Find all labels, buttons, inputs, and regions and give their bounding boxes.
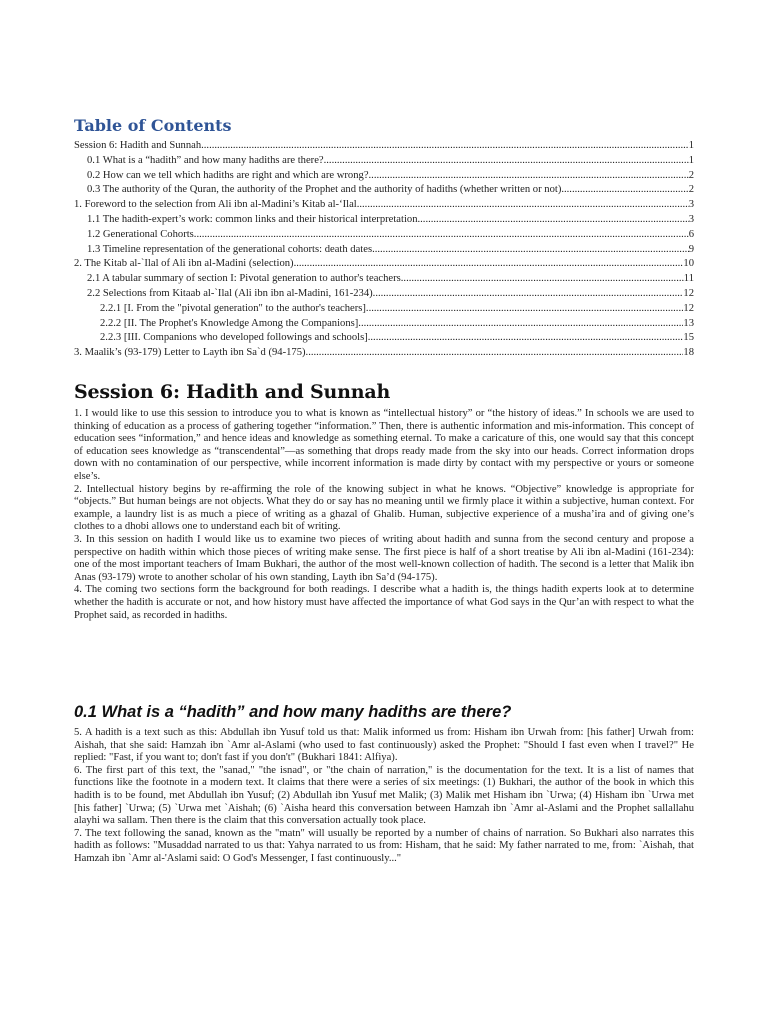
toc-entry[interactable]: [74, 244, 694, 259]
toc-entry-page: 11: [683, 273, 694, 285]
toc-leader-dots: [357, 199, 689, 210]
toc-leader-dots: [358, 318, 683, 329]
toc-entry[interactable]: [74, 273, 694, 288]
toc-entry[interactable]: [74, 140, 694, 155]
toc-leader-dots: [369, 170, 689, 181]
toc-entry[interactable]: [74, 303, 694, 318]
toc-entry-text: 3. Maalik’s (93-179) Letter to Layth ibn Sa`d (94-175): [74, 347, 306, 359]
toc-entry[interactable]: [74, 318, 694, 333]
toc-entry[interactable]: [74, 170, 694, 185]
toc-entry[interactable]: [74, 347, 694, 362]
toc-entry-page: 12: [683, 287, 694, 299]
toc-leader-dots: [561, 184, 688, 195]
toc-entry[interactable]: [74, 332, 694, 347]
toc-entry-page: 9: [688, 243, 694, 255]
toc-entry-page: 2: [688, 184, 694, 196]
toc-leader-dots: [194, 229, 689, 240]
toc-leader-dots: [372, 244, 689, 255]
section-heading: Session 6: Hadith and Sunnah: [74, 381, 391, 403]
toc-entry-page: 1: [688, 154, 694, 166]
toc-leader-dots: [418, 214, 689, 225]
toc-entry-text: 2.1 A tabular summary of section I: Pivotal generation to author's teachers: [87, 273, 401, 285]
toc-entry-text: 1.2 Generational Cohorts: [87, 228, 194, 240]
body-paragraph: 3. In this session on hadith I would like us to examine two pieces of writing about hadith and sunna from the second century and propose a perspective on hadith within which those pieces of writing make sense. The first piece is half of a short treatise by Ali ibn al-Madini (161-234): one of the most important teachers of Imam Bukhari, the author of the most well-known collection of hadith. The second is a letter that Malik ibn Anas (93-179) wrote to another scholar of his own standing, Layth ibn Sa’d (94-175).: [74, 533, 694, 583]
toc-leader-dots: [201, 140, 689, 151]
table-of-contents: [74, 140, 694, 362]
toc-entry[interactable]: [74, 199, 694, 214]
toc-entry-page: 3: [688, 199, 694, 211]
toc-leader-dots: [324, 155, 689, 166]
toc-entry[interactable]: [74, 184, 694, 199]
toc-leader-dots: [368, 332, 684, 343]
toc-entry[interactable]: [74, 258, 694, 273]
toc-entry-page: 12: [683, 302, 694, 314]
toc-entry-text: 1.3 Timeline representation of the generational cohorts: death dates: [87, 243, 373, 255]
toc-leader-dots: [366, 303, 683, 314]
section-body: [74, 408, 694, 622]
body-paragraph: 4. The coming two sections form the background for both readings. I describe what a hadith is, the things hadith experts look at to determine whether the hadith is accurate or not, and how history must have affected the importance of what God says in the Qur’an with respect to what the Prophet said, as recorded in hadiths.: [74, 584, 694, 621]
toc-leader-dots: [401, 273, 684, 284]
toc-entry-page: 18: [683, 347, 694, 359]
toc-entry-text: 2.2.1 [I. From the "pivotal generation" to the author's teachers]: [100, 302, 366, 314]
subsection-body: [74, 727, 694, 866]
toc-entry-text: 1.1 The hadith-expert’s work: common links and their historical interpretation: [87, 213, 418, 225]
body-paragraph: 7. The text following the sanad, known as the "matn" will usually be reported by a number of chains of narration. So Bukhari also narrates this hadith as follows: "Musaddad narrated to us that: Yahya narrated to us from: Hisham, that he said: My father narrated to me, from: `Aishah, that Hamzah ibn `Amr al-'Aslami said: O God's Messenger, I fast continuously...": [74, 827, 694, 864]
toc-entry-page: 1: [688, 140, 694, 151]
toc-entry-text: 2.2.2 [II. The Prophet's Knowledge Among the Companions]: [100, 317, 359, 329]
toc-entry-text: Session 6: Hadith and Sunnah: [74, 140, 202, 151]
subsection-heading: 0.1 What is a “hadith” and how many hadiths are there?: [74, 703, 512, 721]
toc-entry[interactable]: [74, 155, 694, 170]
toc-entry[interactable]: [74, 229, 694, 244]
toc-leader-dots: [373, 288, 684, 299]
toc-entry-page: 2: [688, 169, 694, 181]
toc-entry-page: 15: [683, 332, 694, 344]
toc-entry-page: 3: [688, 213, 694, 225]
toc-entry-text: 2.2.3 [III. Companions who developed followings and schools]: [100, 332, 368, 344]
toc-title: Table of Contents: [74, 116, 232, 135]
toc-entry-page: 6: [688, 228, 694, 240]
body-paragraph: 1. I would like to use this session to introduce you to what is known as “intellectual history” or “the history of ideas.” In schools we are used to thinking of education as a process of gathering together “information.” Then, there is authentic information and mis-information. This concept of education sees “information,” and hence ideas and knowledge as something eternal. To make a caricature of this, one would say that this concept of education sees knowledge as “transcendental”—as something that drops ready made from the sky into our heads. Correct information drops down with no contamination of our perspective, while incorrent information is made dirty by contact with my perspective or yours or someone else’s.: [74, 408, 694, 482]
toc-leader-dots: [306, 347, 684, 358]
toc-entry-page: 13: [683, 317, 694, 329]
toc-entry[interactable]: [74, 288, 694, 303]
body-paragraph: 6. The first part of this text, the "sanad," "the isnad", or "the chain of narration," is the documentation for the text. It is a list of names that functions like the footnote in a modern text. It claims that there were a series of six meetings: (1) Bukhari, the author of the book in which this hadith is to be found, met Abdullah ibn Yusuf; (2) Abdullah ibn Yusuf met Malik; (3) Malik met Hisham ibn `Urwa; (4) Hisham ibn `Urwa met [his father] `Urwa; (5) `Urwa met `Aishah; (6) `Aisha heard this conversation between Hamzah ibn `Amr al-Aslami and the Prophet sallallahu alayhi wa sallam. Then there is the claim that this conversation actually took place.: [74, 764, 694, 827]
body-paragraph: 2. Intellectual history begins by re-affirming the role of the knowing subject in what he knows. “Objective” knowledge is appropriate for “objects.” But human beings are not objects. What they do or say has no meaning until we firmly place it within a subjective, human context. For example, a laundry list is as much a piece of writing as a ghazal of Ghalib. Human, subjective experience of a musha’ira and of giving one’s clothes to a dhobi allows one to understand each bit of writing.: [74, 483, 694, 533]
toc-entry-page: 10: [683, 258, 694, 270]
toc-entry-text: 0.1 What is a “hadith” and how many hadiths are there?: [87, 154, 324, 166]
body-paragraph: 5. A hadith is a text such as this: Abdullah ibn Yusuf told us that: Malik informed us from: Hisham ibn Urwah from: [his father] Urwah from: Aishah, that she said: Hamzah ibn `Amr al-Aslami (who used to fast continuously) asked the Prophet: "Should I fast even when I travel?" He replied: "Fast, if you want to; don't fast if you don't" (Bukhari 1841: Alfiya).: [74, 727, 694, 764]
toc-leader-dots: [294, 258, 684, 269]
toc-entry[interactable]: [74, 214, 694, 229]
toc-entry-text: 0.2 How can we tell which hadiths are right and which are wrong?: [87, 169, 369, 181]
toc-entry-text: 1. Foreword to the selection from Ali ibn al-Madini’s Kitab al-‘Ilal: [74, 199, 357, 211]
toc-entry-text: 0.3 The authority of the Quran, the authority of the Prophet and the authority of hadiths (whether written or not): [87, 184, 562, 196]
toc-entry-text: 2.2 Selections from Kitaab al-`Ilal (Ali ibn ibn al-Madini, 161-234): [87, 287, 373, 299]
toc-entry-text: 2. The Kitab al-`Ilal of Ali ibn al-Madini (selection): [74, 258, 294, 270]
